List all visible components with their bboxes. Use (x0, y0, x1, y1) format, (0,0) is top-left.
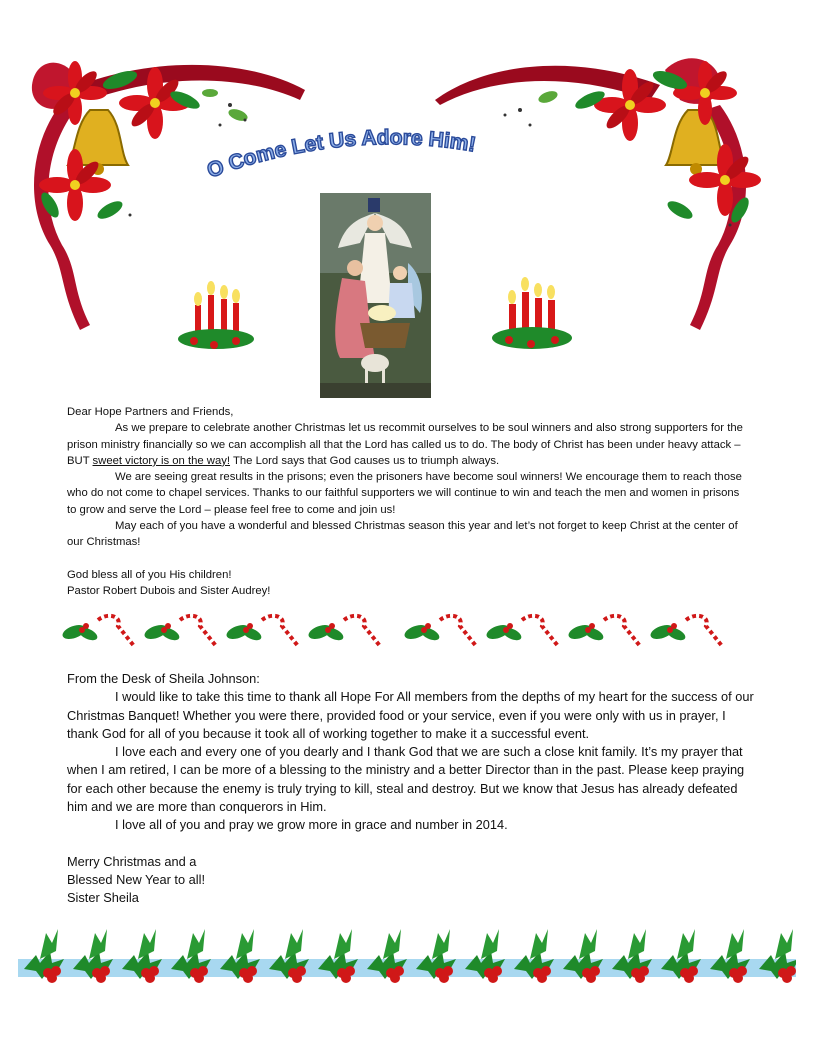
candy-cane-icon (143, 616, 216, 646)
candy-cane-icon (307, 616, 380, 646)
holly-border (18, 925, 796, 995)
banner-title (200, 118, 570, 188)
letter-closing: Merry Christmas and a (67, 853, 197, 869)
candy-cane-icon (61, 616, 134, 646)
letter-paragraph: We are seeing great results in the prisons; even the prisoners have become soul winners! We encourage them to reach those who do not come to chapel services. Thanks to our faithful supporters we will continue to win and teach the men and women in prisons to grow and serve the Lord – please feel free to come and join us! (67, 471, 742, 516)
left-corner-decoration (20, 45, 310, 335)
letter-closing: Blessed New Year to all! (67, 871, 206, 887)
letter-signature: Pastor Robert Dubois and Sister Audrey! (67, 584, 271, 597)
letter-greeting: Dear Hope Partners and Friends, (67, 406, 234, 418)
candy-cane-divider (60, 612, 730, 652)
director-letter (67, 670, 757, 908)
letter-paragraph: I love all of you and pray we grow more in grace and number in 2014. (115, 817, 508, 833)
letter-paragraph: As we prepare to celebrate another Christmas let us recommit ourselves to be soul winners and also strong supporters for the prison ministry financially so we can accomplish all that the Lord has called us to do. The body of Christ has been under heavy attack – BUT sweet victory is on the way! The Lord says that God causes us to triumph always. (67, 422, 743, 467)
candles-left-icon (174, 277, 258, 357)
letter-paragraph: I love each and every one of you dearly and I thank God that we are such a close knit family. It’s my prayer that when I am retired, I can be more of a blessing to the ministry and a better Director than in the past. Please keep praying for each other because the enemy is truly trying to kill, steal and destroy. But we know that Jesus has already defeated him and we are more than conquerors in Him. (67, 744, 745, 815)
candy-cane-icon (485, 616, 558, 646)
nativity-picture (320, 193, 431, 398)
letter-paragraph: May each of you have a wonderful and blessed Christmas season this year and let’s not forget to keep Christ at the center of our Christmas! (67, 520, 738, 549)
letter-closing: God bless all of you His children! (67, 568, 232, 581)
letter-heading: From the Desk of Sheila Johnson: (67, 671, 260, 686)
candy-cane-icon (649, 616, 722, 646)
banner-title-text: O Come Let Us Adore Him! (204, 126, 478, 183)
right-corner-decoration (430, 45, 780, 335)
candy-cane-icon (225, 616, 298, 646)
svg-text:O Come Let Us Adore Him! (204, 126, 477, 182)
candles-right-icon (487, 272, 577, 356)
letter-signature: Sister Sheila (67, 890, 139, 906)
underlined-text: sweet victory is on the way! (92, 454, 231, 467)
letter-paragraph: I would like to take this time to thank all Hope For All members from the depths of my heart for the success of our Christmas Banquet! Whether you were there, provided food or your service, even if you were only with us in prayer, I thank God for all of you because it took all of working together to make it a successful event. (67, 689, 754, 741)
candy-cane-icon (567, 616, 640, 646)
candy-cane-icon (403, 616, 476, 646)
pastor-letter (67, 404, 747, 599)
